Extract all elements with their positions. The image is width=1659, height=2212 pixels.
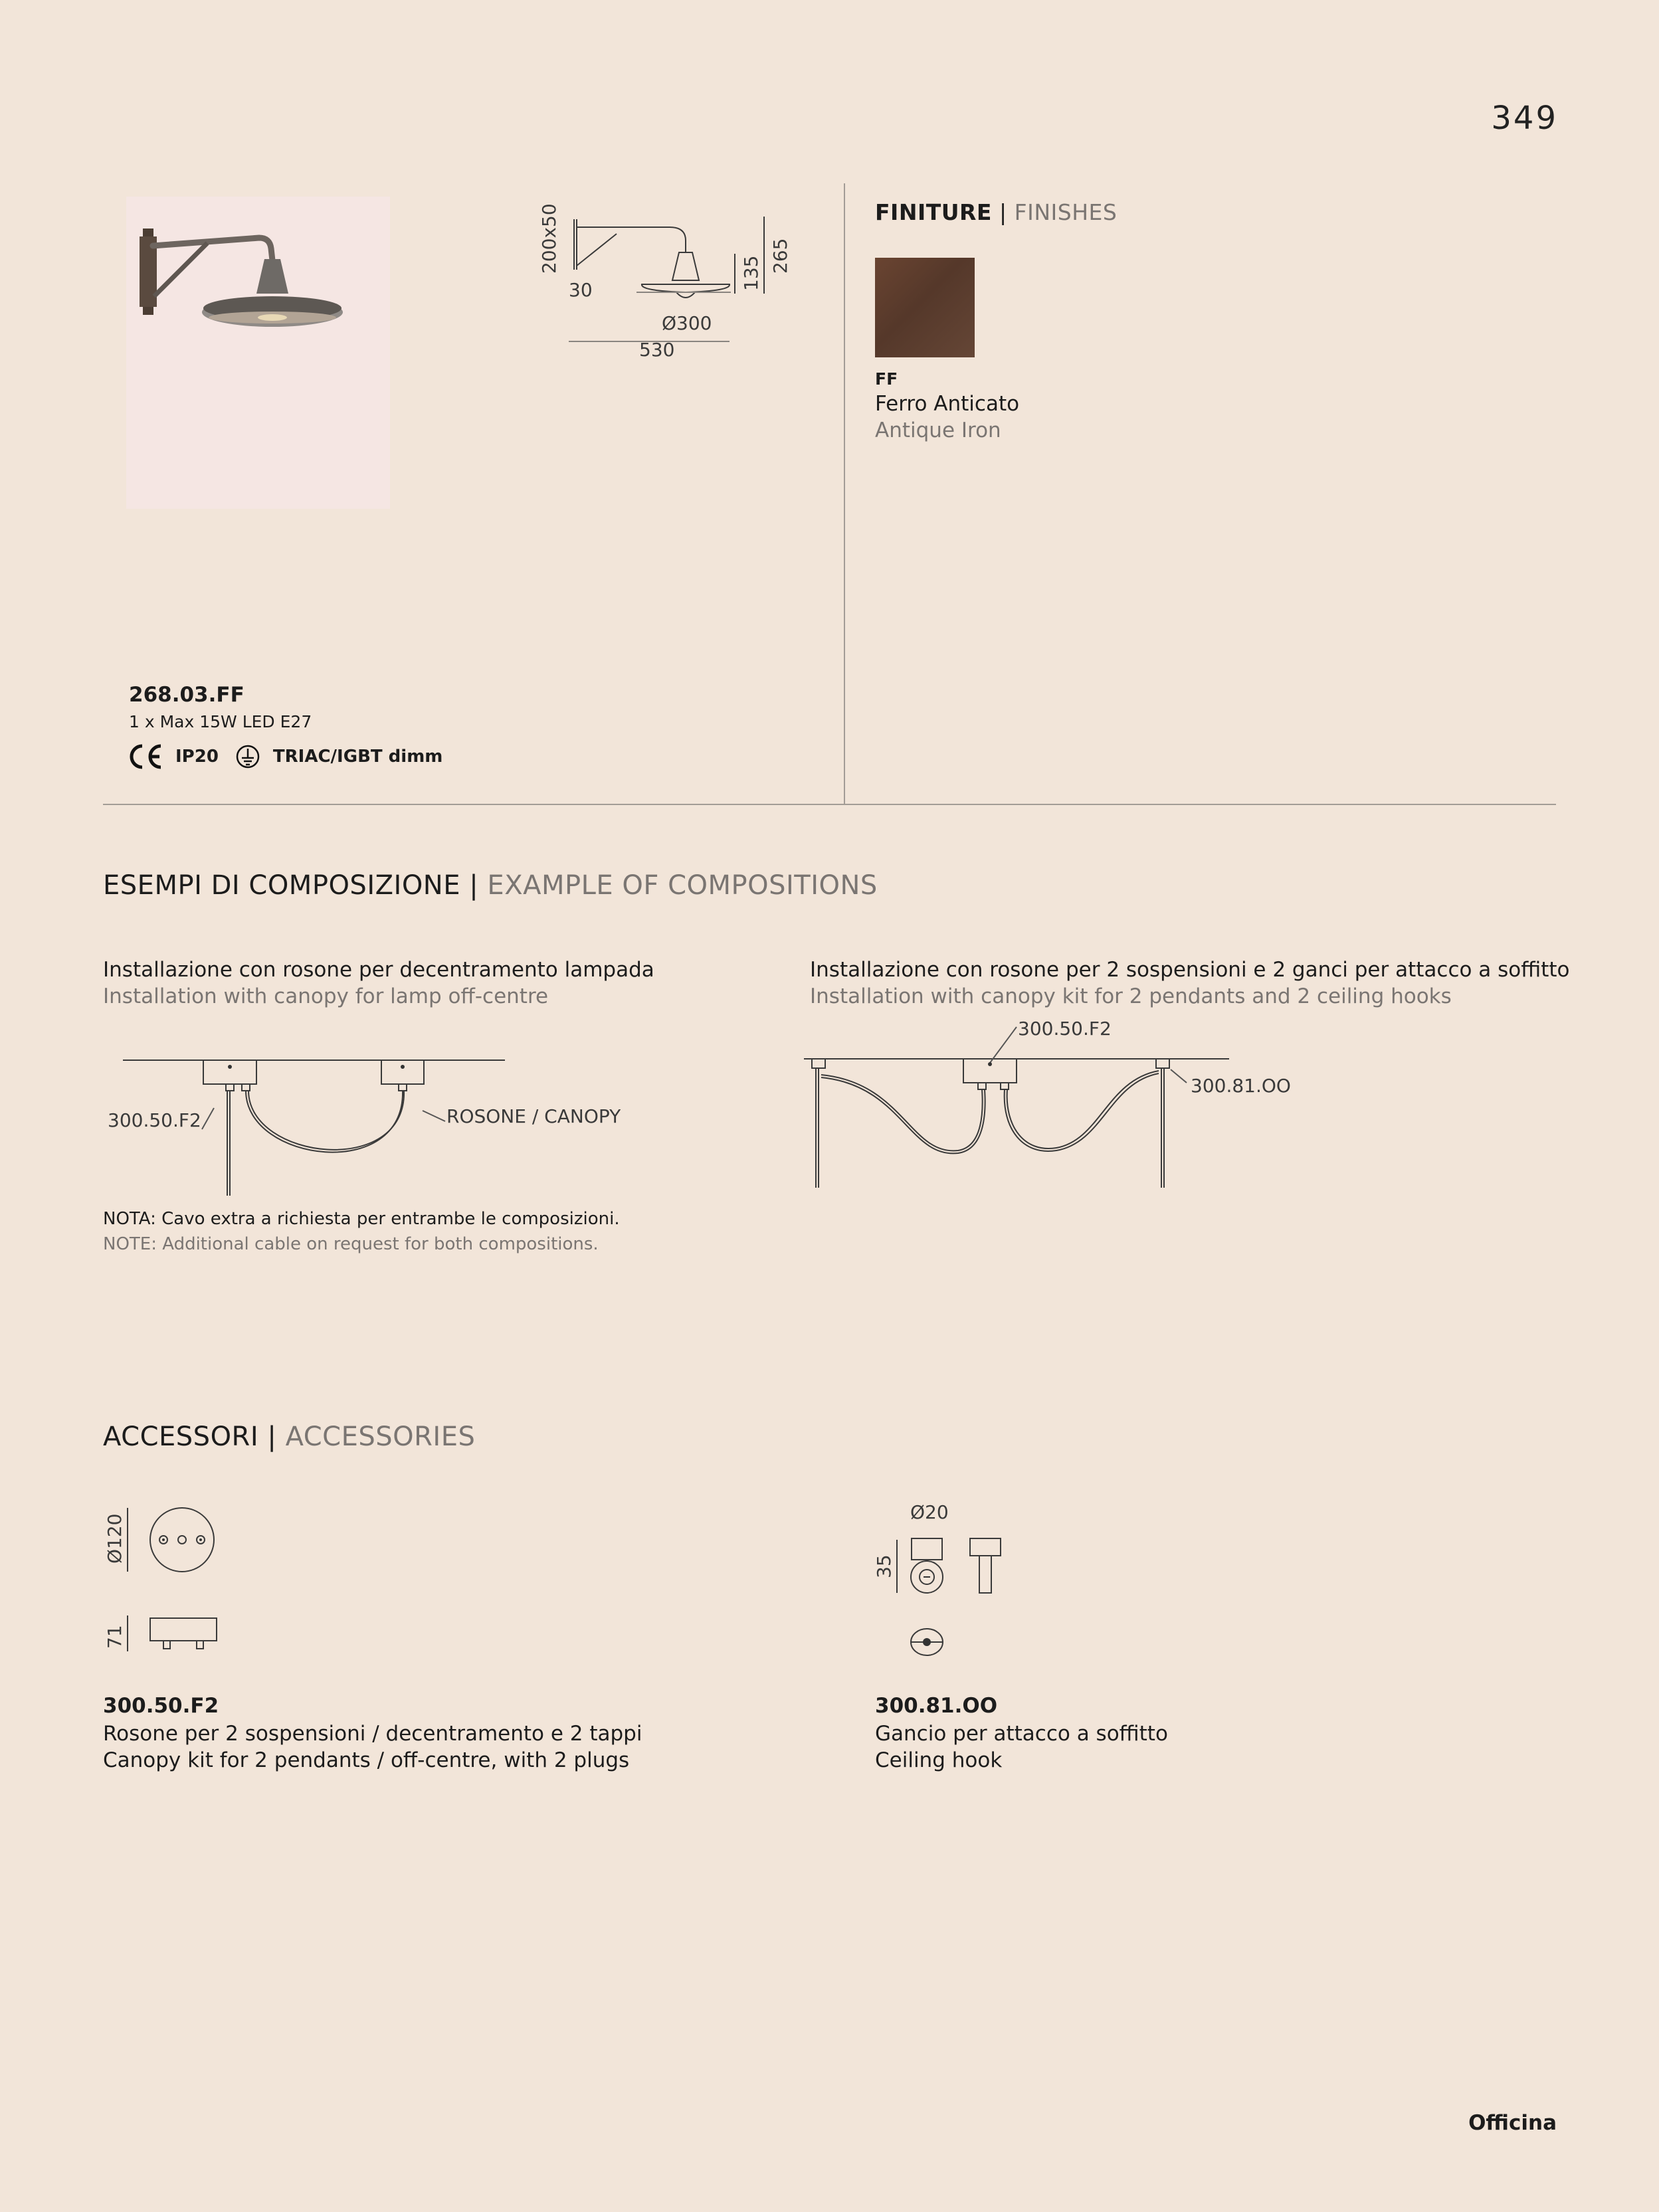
compositions-title-en: EXAMPLE OF COMPOSITIONS xyxy=(487,870,878,901)
finish-code: FF xyxy=(875,369,898,389)
page-number: 349 xyxy=(1491,100,1558,137)
accessory-2-desc-it: Gancio per attacco a soffitto xyxy=(875,1722,1168,1746)
composition-right-drawing xyxy=(804,1010,1335,1182)
hook-dim-height: 35 xyxy=(873,1554,895,1578)
wall-lamp-image xyxy=(126,197,390,509)
finishes-separator: | xyxy=(999,199,1007,225)
composition-left-label-canopy: ROSONE / CANOPY xyxy=(446,1105,621,1127)
dim-shade-height: 135 xyxy=(740,255,762,291)
dim-shade-diameter: Ø300 xyxy=(662,312,712,334)
composition-note-it: NOTA: Cavo extra a richiesta per entrambe le composizioni. xyxy=(103,1209,620,1229)
finish-name-en: Antique Iron xyxy=(875,418,1001,442)
composition-left-drawing xyxy=(100,1036,631,1196)
composition-right-desc-it: Installazione con rosone per 2 sospensioni e 2 ganci per attacco a soffitto xyxy=(810,958,1570,982)
accessories-title-it: ACCESSORI xyxy=(103,1422,259,1452)
horizontal-divider xyxy=(103,804,1556,805)
hook-dim-diameter: Ø20 xyxy=(910,1501,949,1523)
canopy-dim-diameter: Ø120 xyxy=(104,1513,126,1564)
accessory-1-desc-it: Rosone per 2 sospensioni / decentramento e 2 tappi xyxy=(103,1722,642,1746)
compositions-title-it: ESEMPI DI COMPOSIZIONE xyxy=(103,870,460,901)
product-code: 268.03.FF xyxy=(129,683,244,707)
dimming-type: TRIAC/IGBT dimm xyxy=(272,747,443,767)
dim-total-height: 265 xyxy=(769,238,791,274)
composition-right-desc-en: Installation with canopy kit for 2 pendants and 2 ceiling hooks xyxy=(810,984,1452,1008)
composition-right-label-canopy: 300.50.F2 xyxy=(1018,1018,1112,1040)
accessories-title xyxy=(103,1422,475,1452)
composition-left-desc-it: Installazione con rosone per decentramento lampada xyxy=(103,958,654,982)
ip-rating: IP20 xyxy=(175,747,219,767)
ce-mark-icon xyxy=(129,743,163,770)
product-photo xyxy=(126,197,390,509)
lamp-dimension-drawing xyxy=(532,199,797,372)
finishes-title-en: FINISHES xyxy=(1014,199,1118,225)
canopy-dim-height: 71 xyxy=(104,1625,126,1649)
dim-bracket: 200x50 xyxy=(538,203,560,274)
composition-right-label-hook: 300.81.OO xyxy=(1191,1075,1291,1097)
finish-name-it: Ferro Anticato xyxy=(875,392,1020,416)
compositions-title xyxy=(103,870,878,901)
ceiling-hook-drawing xyxy=(870,1495,1030,1667)
lamp-spec: 1 x Max 15W LED E27 xyxy=(129,712,312,731)
compositions-separator: | xyxy=(469,870,479,901)
certifications xyxy=(129,740,442,773)
dim-projection: 530 xyxy=(639,339,675,361)
finish-swatch xyxy=(875,258,975,357)
accessories-separator: | xyxy=(267,1422,277,1452)
accessory-1-desc-en: Canopy kit for 2 pendants / off-centre, with 2 plugs xyxy=(103,1748,630,1772)
finishes-title-it: FINITURE xyxy=(875,199,992,225)
dim-wall-offset: 30 xyxy=(569,279,593,301)
canopy-kit-drawing xyxy=(100,1501,233,1661)
accessory-1-code: 300.50.F2 xyxy=(103,1694,219,1718)
finishes-title xyxy=(875,199,1117,225)
composition-left-label-code: 300.50.F2 xyxy=(108,1109,201,1131)
composition-left-desc-en: Installation with canopy for lamp off-centre xyxy=(103,984,549,1008)
vertical-divider xyxy=(844,183,845,804)
composition-note-en: NOTE: Additional cable on request for both compositions. xyxy=(103,1234,599,1254)
earth-ground-icon xyxy=(235,743,261,770)
accessory-2-code: 300.81.OO xyxy=(875,1694,998,1718)
accessory-2-desc-en: Ceiling hook xyxy=(875,1748,1003,1772)
footer-brand: Officina xyxy=(1468,2111,1557,2135)
accessories-title-en: ACCESSORIES xyxy=(285,1422,476,1452)
